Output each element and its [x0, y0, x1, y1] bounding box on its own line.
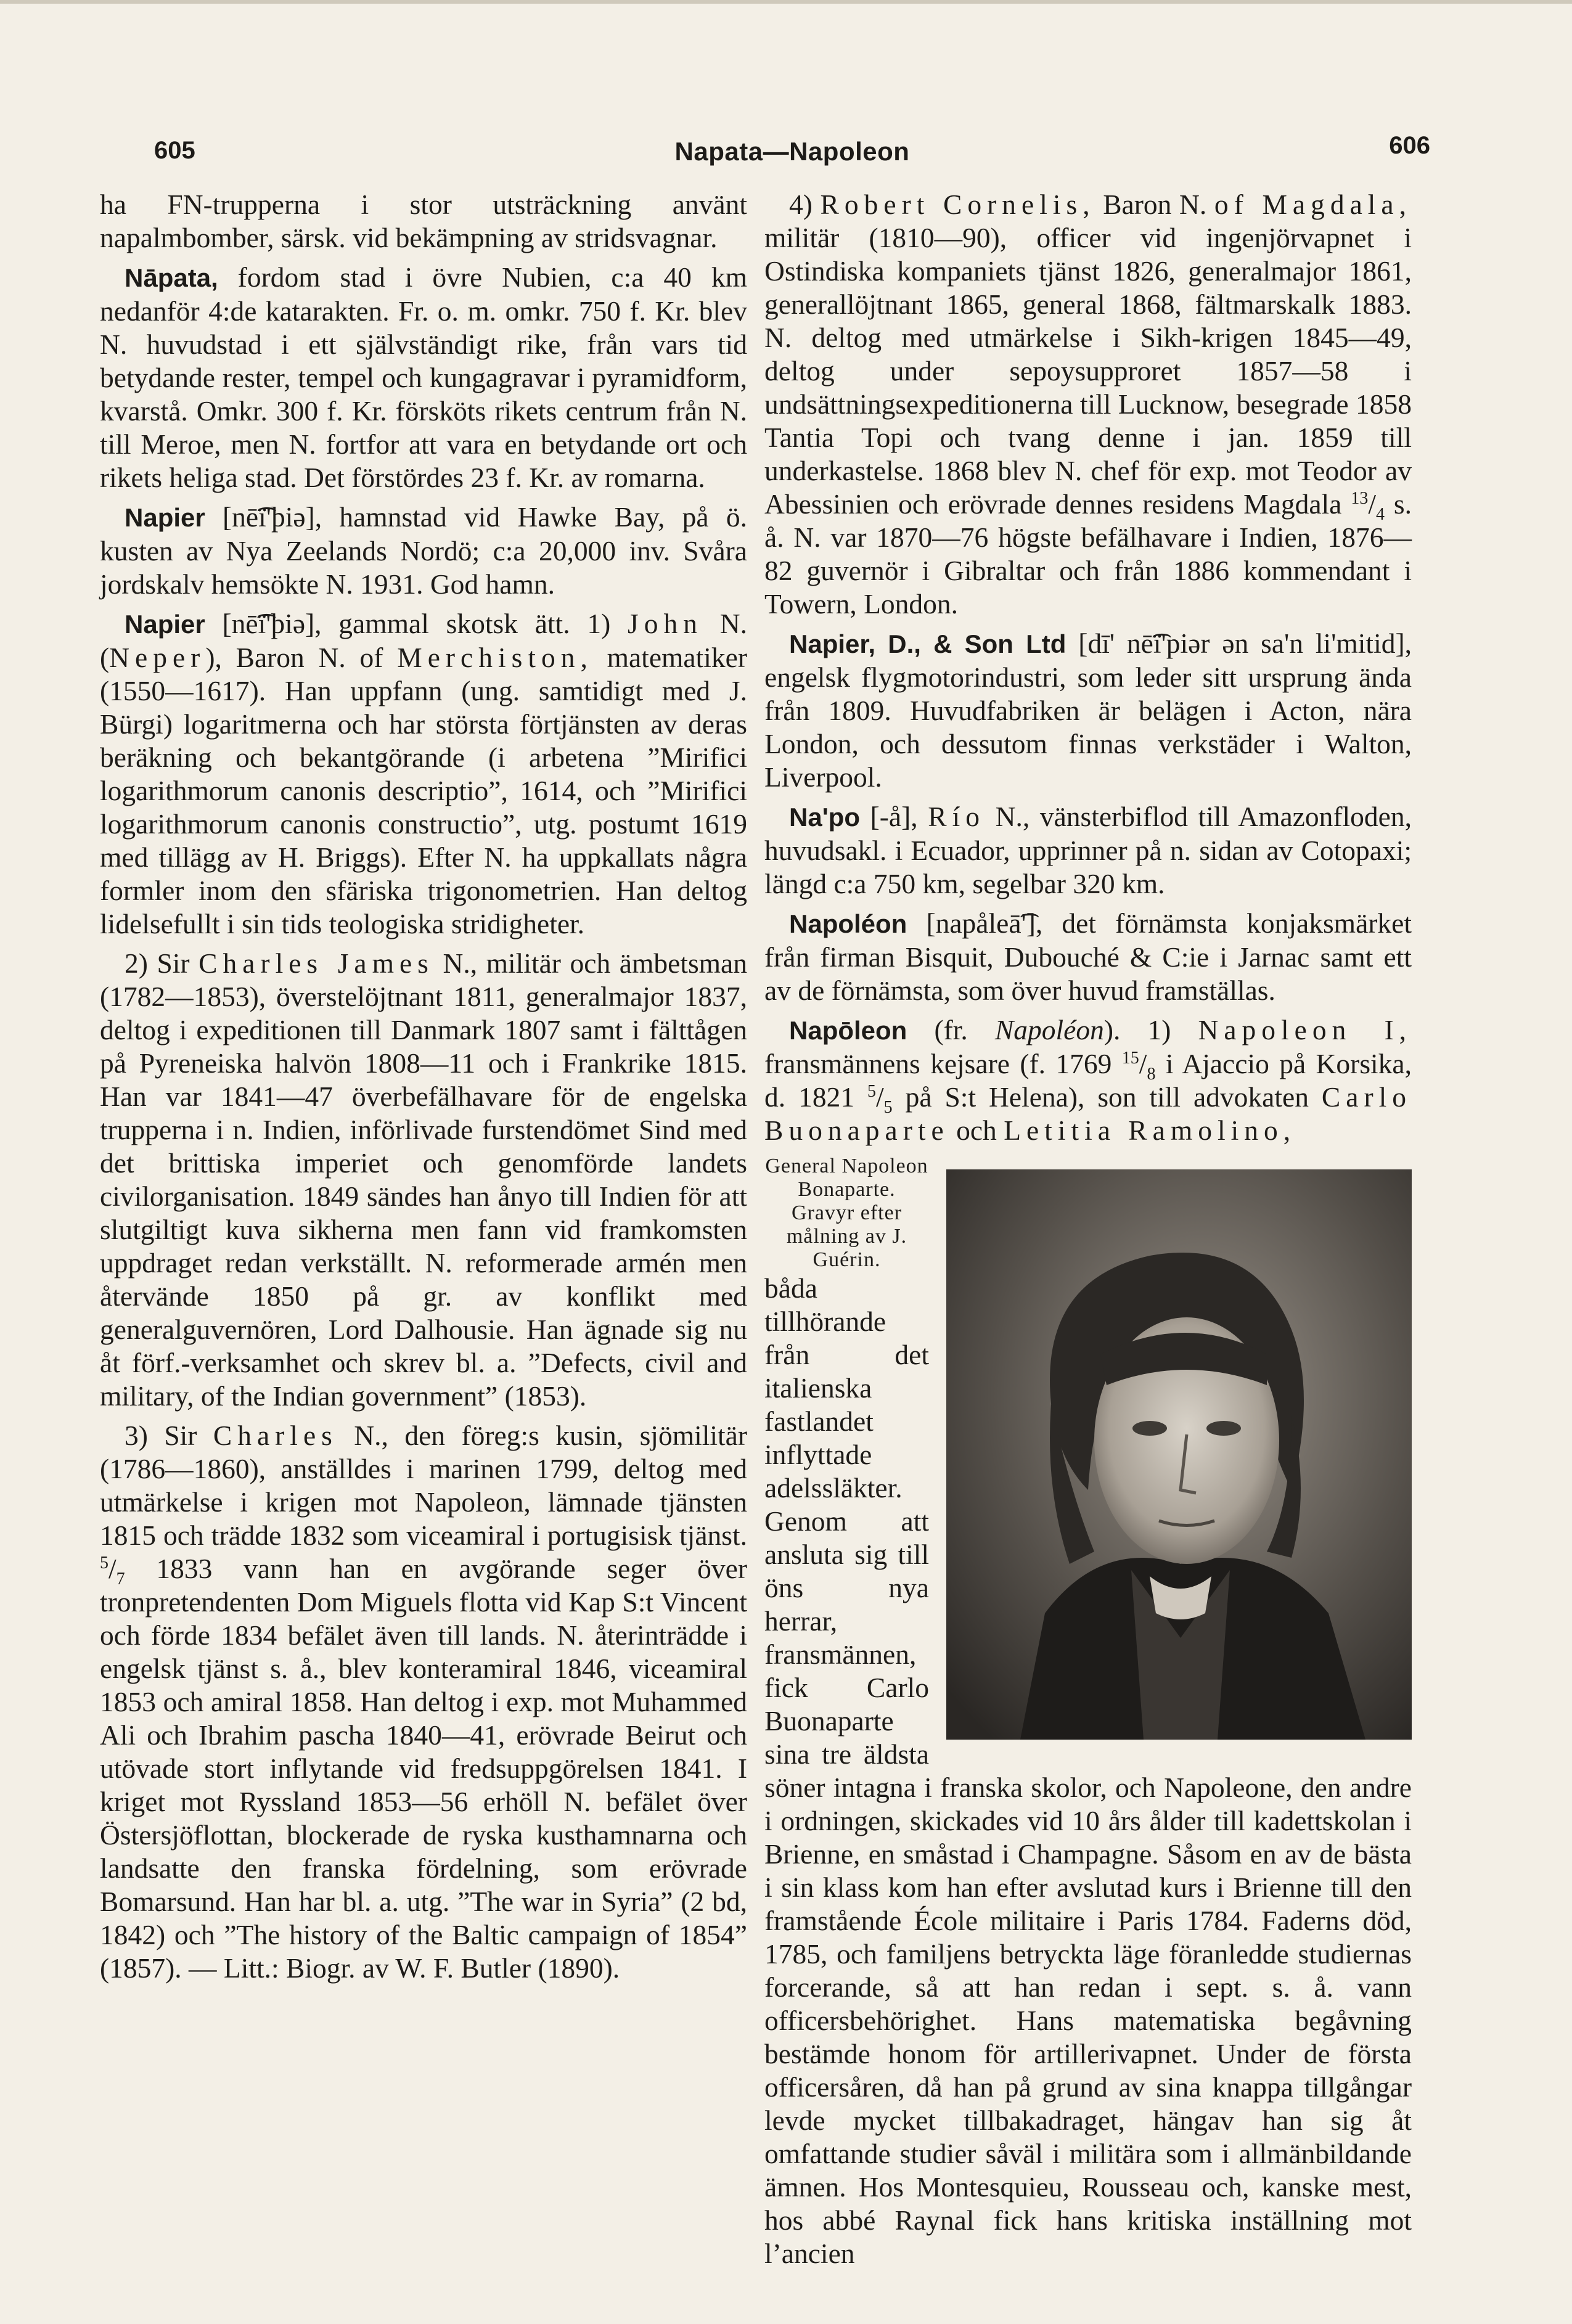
headword: Napoléon: [789, 909, 907, 938]
entry-napoleon-cognac: Napoléon [napåleā͡'], det förnämsta konjaksmärket från firman Bisquit, Dubouché & C:ie i Jarnac samt ett av de förnämsta, som över huvud framställas.: [764, 907, 1412, 1006]
entry-napo: Na'po [-å], Río N., vänsterbiflod till Amazonfloden, huvudsakl. i Ecuador, upprinner på n. sidan av Cotopaxi; längd c:a 750 km, segelbar 320 km.: [764, 801, 1412, 899]
headword: Napier: [125, 503, 205, 532]
entry-continuation: ha FN-trupperna i stor utsträckning använt napalmbomber, särsk. vid bekämpning av stridsvagnar.: [100, 189, 747, 253]
page-number-left: 605: [154, 137, 195, 164]
page-header: [154, 132, 1430, 180]
headword: Napier: [125, 610, 205, 639]
headword: Napōleon: [789, 1016, 907, 1045]
headword: Nāpata,: [125, 263, 218, 292]
entry-robert-napier: 4) Robert Cornelis, Baron N. of Magdala, militär (1810—90), officer vid ingenjörvapnet i Ostindiska kompaniets tjänst 1826, generalmajor 1861, generallöjtnant 1865, general 1868, fältmarskalk 1883. N. deltog med utmärkelse i Sikh-krigen 1845—49, deltog under sepoysupproret 1857—58 i undsättningsexpeditionerna till Lucknow, besegrade 1858 Tantia Topi och tvang denne i jan. 1859 till underkastelse. 1868 blev N. chef för exp. mot Teodor av Abessinien och erövrade dennes residens Magdala $^{13}/_4$ s. å. N. var 1870—76 högste befälhavare i Indien, 1876—82 guvernör i Gibraltar och från 1886 kommendant i Towern, London.: [764, 189, 1412, 620]
entry-charles-napier: 3) Sir Charles N., den föreg:s kusin, sjömilitär (1786—1860), anställdes i marinen 1799, deltog med utmärkelse i krigen mot Napoleon, lämnade tjänsten 1815 och trädde 1832 som viceamiral i portugisisk tjänst. $^5/_7$ 1833 vann han en avgörande seger över tronpretendenten Dom Miguels flotta vid Kap S:t Vincent och förde 1834 befälet även till lands. N. återinträdde i engelsk tjänst s. å., blev konteramiral 1846, viceamiral 1853 och amiral 1858. Han deltog i exp. mot Muhammed Ali och Ibrahim pascha 1840—41, erövrade Beirut och utövade stort inflytande vid fredsuppgörelsen 1841. I kriget mot Ryssland 1853—56 erhöll N. befälet över Östersjöflottan, blockerade de ryska kusthamnarna och landsatte den franska fördelning, som erövrade Bomarsund. Han har bl. a. utg. ”The war in Syria” (2 bd, 1842) och ”The history of the Baltic campaign of 1854” (1857). — Litt.: Biogr. av W. F. Butler (1890).: [100, 1420, 748, 1984]
entry-napoleon: Napōleon (fr. Napoléon). 1) Napoleon I, fransmännens kejsare (f. 1769 $^{15}/_8$ i Ajaccio på Korsika, d. 1821 $^5/_5$ på S:t Helena), son till advokaten Carlo Buonaparte och Letitia Ramolino,: [764, 1013, 1412, 1147]
entry-napier-bay: Napier [nē͡ï'þiə], hamnstad vid Hawke Bay, på ö. kusten av Nya Zeelands Nordö; c:a 20,000 inv. Svåra jordskalv hemsökte N. 1931. God hamn.: [100, 501, 747, 600]
running-title: Napata—Napoleon: [674, 137, 910, 166]
entry-napier-family: Napier [nē͡ï'þiə], gammal skotsk ätt. 1) John N. (Neper), Baron N. of Merchiston, matematiker (1550—1617). Han uppfann (ung. samtidigt med J. Bürgi) logaritmerna och har största förtjänsten av deras beräkning och bekantgörande (i arbetena ”Mirifici logarithmorum canonis descriptio”, 1614, och ”Mirifici logarithmorum canonis constructio”, utg. postumt 1619 med tillägg av H. Briggs). Efter N. ha uppkallats några formler inom den sfäriska trigonometrien. Han deltog lidelsefullt i sin tids teologiska stridigheter.: [100, 608, 748, 939]
headword: Napier, D., & Son Ltd: [789, 629, 1066, 658]
page-edge: [0, 0, 1572, 4]
page-number-right: 606: [1389, 132, 1430, 159]
entry-napata: Nāpata, fordom stad i övre Nubien, c:a 40 km nedanför 4:de katarakten. Fr. o. m. omkr. 750 f. Kr. blev N. huvudstad i ett självständigt rike, från vars tid betydande rester, tempel och kungagravar i pyramidform, kvarstå. Omkr. 300 f. Kr. försköts rikets centrum från N. till Meroe, men N. fortfor att vara en betydande ort och rikets heliga stad. Det förstördes 23 f. Kr. av romarna.: [100, 261, 747, 493]
napoleon-portrait: [946, 1169, 1412, 1740]
right-column: 4) Robert Cornelis, Baron N. of Magdala, militär (1810—90), officer vid ingenjörvapnet i Ostindiska kompaniets tjänst 1826, generalmajor 1861, generallöjtnant 1865, general 1868, fältmarskalk 1883. N. deltog med utmärkelse i Sikh-krigen 1845—49, deltog under sepoysupproret 1857—58 i undsättningsexpeditionerna till Lucknow, besegrade 1858 Tantia Topi och tvang denne i jan. 1859 till underkastelse. 1868 blev N. chef för exp. mot Teodor av Abessinien och erövrade dennes residens Magdala $^{13}/_4$ s. å. N. var 1870—76 högste befälhavare i Indien, 1876—82 guvernör i Gibraltar och från 1886 kommendant i Towern, London. Napier, D., & Son Ltd [dī' nē͡ï'piər ən sa'n li'mitid], engelsk flygmotorindustri, som leder sitt ursprung ända från 1809. Huvudfabriken är belägen i Acton, nära London, och dessutom finnas verkstäder i Walton, Liverpool. Na'po [-å], Río N., vänsterbiflod till Amazonfloden, huvudsakl. i Ecuador, upprinner på n. sidan av Cotopaxi; längd c:a 750 km, segelbar 320 km. Napoléon [napåleā͡'], det förnämsta konjaksmärket från firman Bisquit, Dubouché & C:ie i Jarnac samt ett av de förnämsta, som över huvud framställas. Napōleon (fr. Napoléon). 1) Napoleon I, fransmännens kejsare (f. 1769 $^{15}/_8$ i Ajaccio på Korsika, d. 1821 $^5/_5$ på S:t Helena), son till advokaten Carlo Buonaparte och Letitia Ramolino, General Napoleon Bonaparte. Gravyr efter målning av J. Guérin. båda tillhörande från det italienska fastlandet inflyttade adelssläkter. Genom att ansluta sig till öns nya herrar, fransmännen, fick Carlo Buonaparte sina tre äldsta söner intagna i franska skolor, och Napoleone, den andre i ordningen, skickades vid 10 års ålder till kadettskolan i Brienne, en småstad i Champagne. Såsom en av de bästa i sin klass kom han efter avslutad kurs i Brienne till den framstående École militaire i Paris 1784. Faderns död, 1785, och familjens betryckta läge föranledde studiernas forcerande, så att han redan i sept. s. å. vann officersbehörighet. Hans matematiska begåvning bestämde honom för artillerivapnet. Under de första officersåren, då han på grund av sina knappa tillgångar levde mycket tillbakadraget, hängav han sig åt omfattande studier såväl i militära som i allmänbildande ämnen. Hos Montesquieu, Rousseau och, kanske mest, hos abbé Raynal fick hans kritiska inställning mot l’ancien: [764, 189, 1412, 2269]
figure-caption: General Napoleon Bonaparte. Gravyr efter målning av J. Guérin.: [765, 1155, 928, 1271]
entry-napier-son: Napier, D., & Son Ltd [dī' nē͡ï'piər ən sa'n li'mitid], engelsk flygmotorindustri, som leder sitt ursprung ända från 1809. Huvudfabriken är belägen i Acton, nära London, och dessutom finnas verkstäder i Walton, Liverpool.: [764, 628, 1412, 793]
headword: Na'po: [789, 803, 860, 832]
left-column: [100, 188, 747, 1991]
napoleon-portrait-figure: [946, 1169, 1412, 1740]
entry-charles-james-napier: 2) Sir Charles James N., militär och ämbetsman (1782—1853), överstelöjtnant 1811, generalmajor 1837, deltog i expeditionen till Danmark 1807 samt i fälttågen på Pyreneiska halvön 1808—11 och i Frankrike 1815. Han var 1841—47 överbefälhavare för de engelska trupperna i n. Indien, införlivade furstendömet Sind med det brittiska imperiet och genomförde landets civilorganisation. 1849 sändes han ånyo till Indien för att slutgiltigt kuva sikherna men fann vid framkomsten uppdraget redan verkställt. N. reformerade armén men återvände 1850 på gr. av konflikt med generalguvernören, Lord Dalhousie. Han ägnade sig nu åt förf.-verksamhet och skrev bl. a. ”Defects, civil and military, of the Indian government” (1853).: [100, 947, 748, 1412]
